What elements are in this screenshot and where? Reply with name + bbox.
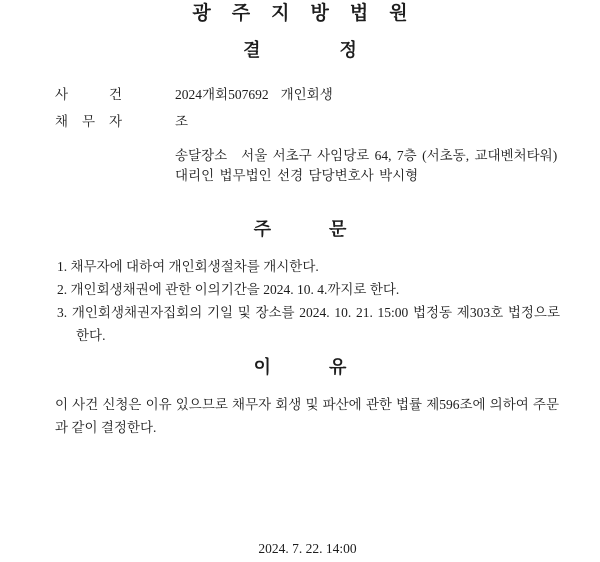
decision-datetime: 2024. 7. 22. 14:00 xyxy=(258,541,357,556)
reasons-heading xyxy=(0,358,600,377)
heading-char: 방 xyxy=(310,3,329,24)
order-item: 2. 개인회생채권에 관한 이의기간을 2024. 10. 4.까지로 한다. xyxy=(57,282,400,297)
heading-char: 원 xyxy=(389,3,408,24)
debtor-label xyxy=(55,114,122,129)
order-item: 1. 채무자에 대하여 개인회생절차를 개시한다. xyxy=(57,259,319,274)
order-item: 3. 개인회생채권자집회의 기일 및 장소를 2024. 10. 21. 15:00 법정동 제303호 법정으로 한다. xyxy=(57,305,560,343)
service-place-address: 서울 서초구 사임당로 64, 7층 (서초동, 교대벤처타워) xyxy=(241,148,558,163)
debtor-row xyxy=(55,114,188,129)
heading-char: 결 xyxy=(243,40,261,60)
debtor-name: 조 xyxy=(175,114,189,129)
heading-char: 무 xyxy=(81,114,96,129)
heading-char: 지 xyxy=(271,3,290,24)
heading-char: 건 xyxy=(108,87,122,102)
heading-char: 채 xyxy=(55,114,69,129)
heading-char: 법 xyxy=(349,3,369,24)
court-name-heading xyxy=(0,4,600,24)
service-address-block xyxy=(175,146,557,185)
heading-char: 자 xyxy=(108,114,122,129)
service-place-label: 송달장소 xyxy=(175,148,228,163)
heading-char: 이 xyxy=(253,357,271,377)
heading-char: 정 xyxy=(339,40,357,60)
case-number-value xyxy=(175,87,333,102)
heading-char: 주 xyxy=(231,3,251,24)
case-type: 개인회생 xyxy=(280,87,333,102)
reasons-paragraph: 이 사건 신청은 이유 있으므로 채무자 회생 및 파산에 관한 법률 제596조에 의하여 주문과 같이 결정한다. xyxy=(55,397,559,435)
case-number: 2024개회507692 xyxy=(175,87,269,102)
order-heading xyxy=(0,220,600,239)
case-number-row xyxy=(55,87,333,102)
heading-char: 문 xyxy=(329,219,347,239)
heading-char: 사 xyxy=(55,87,69,102)
heading-char: 광 xyxy=(192,3,211,24)
order-items xyxy=(57,255,560,347)
case-label xyxy=(55,87,122,102)
representative-line: 대리인 법무법인 선경 담당변호사 박시형 xyxy=(175,167,419,183)
decision-title xyxy=(0,41,600,60)
heading-char: 유 xyxy=(329,357,347,377)
heading-char: 주 xyxy=(253,219,271,239)
service-place-line xyxy=(175,146,557,166)
